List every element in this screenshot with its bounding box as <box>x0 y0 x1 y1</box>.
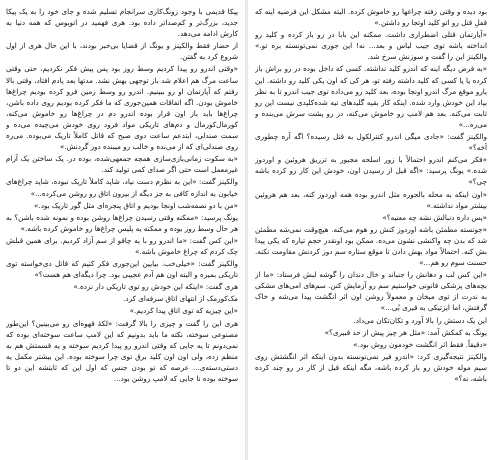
book-gutter <box>245 0 248 460</box>
left-paragraph-9: والکینز گفت: «خیلی‌خب. بیایین این‌جوری فکر کنیم که قاتل دی‌خواسته توی تاریکی بمیره و البته اون هم آدم عجیبی بود. چرا دیگه‌ای هم هست؟» <box>6 259 238 280</box>
left-paragraph-3: «وقتی اندرو رو پیدا کردیم وسط روز بود پس پیش فکر نکردیم، حتی وقتی ساعت مرگ هم اعلام شد باز توجهی بهش نشد. مدتها بعد یادم افتاد، وقتی بالا رفتم که آپارتمان او رو ببینیم. اندرو رو وسط زمین فرو کرده بودیم چراغ‌ها خاموش بودن. اگه اتفاقات همین‌جوری که ما فکر کرده بودیم روی داده باشن، چراغ‌ها باید باز اون قرار بوده اندرو دم در چراغ‌ها رو خاموش می‌کنه، کورمال‌کورمال و دم‌های تاریکی مواد فرود روی خودش می‌چیده می‌ده و سمت صندلی، ابتدعم ساعت دوی صبح که قاتل کاملاً تاریک می‌بوده. می‌ره روی صندلی‌ای که از می‌نده و خالب رو میبنده دور گردنش.» <box>6 64 238 152</box>
left-paragraph-6: «من با دو نصفه‌شب اونجا بودیم و اتاق پنجره‌ای مثل گور تاریک بود.» <box>34 200 238 210</box>
right-paragraph-7: «پس داره دنبالش نشه چه معنیه؟» <box>382 212 487 222</box>
right-paragraph-9: «این کس لب و دهانش را جنباند و خال دندان را گوشه لبش فرستاد: «ما از بچه‌های پزشکی قانونی خواستیم سم رو آزمایش کنن. سم‌های امی‌های مشکی به ندرت از توی میخان و معمولاً روشن اون اثر انگشت پیدا می‌شه و خاک گرفتش، اما ایزتیکی به قیری بُی...» <box>255 270 487 313</box>
right-paragraph-2: «آیارتمان قتلی اضطراری داشت. ممکنه این بابا در رو باز کرده و کلید رو انداخته باشه توی جیب لباس و بعد... نه! این جوری نمی‌تونسته بره تو.» والکینز این را گفت و سوزنش سرخ شد. <box>255 30 487 62</box>
left-paragraph-8: «این کس گفت: «ما اندرو رو با یه چاقو از سم آزاد کردیم. برای همین قبلش چک کردم که چراغ خاموش باشه.» <box>6 235 238 256</box>
left-paragraph-12: «این چیزیه که توی اتاق پیدا کردیم.» <box>129 306 238 316</box>
left-paragraph-5: والکینز گفت: «این به نظرم دست نیاد، شاید کاملاً تاریک نبوده، شاید چراغ‌های خیابون به اندازه کافی به جز دیگه از بیرون اتاق رو روشن می‌کرده...» <box>6 177 238 198</box>
left-paragraph-4: «به سکوت زمانی‌بازی‌سازی همچه جمعهی‌شده، بوده در. یک ساختن یک آرام غیرمعمل است حتی اگر صدای کمی تولید کند. <box>6 154 238 175</box>
left-paragraph-1: پیکا قدیمی با وجود زونگ‌کاری سرانجام تسلیم شده و جای خود را به یک پیکا جدید، بزرگ‌تر و کم‌صداتر داده بود. هری فهمید در اتوبوس که همه دنیا به کارش ادامه می‌دهد. <box>6 7 238 39</box>
left-paragraph-10: هری گفت: «اینکه این خودش رو توی تاریکی دار نزده.» <box>73 282 238 292</box>
right-paragraph-4: والکینز گفت: «جادی میگی اندرو کنترلکول به قتل رسیده؟ اگه آره چطوری آخه؟» <box>255 132 487 153</box>
right-paragraph-1: بود دیده و وقتی رفته چراغها رو خاموش کرده. البته مشکل این فرضیه اینه که قفلِ قتل رو اتو کلید اوتجا رو داشتن.» <box>255 7 487 28</box>
right-paragraph-13: والکینز نتیجه‌گیری کرد: «اندرو فیر نمی‌تونسته بدون اینکه اثر انگشتش روی سیم موله خودش رو باز کرده باشه، مگه اینکه قبل از کار در رو چند کرده باشه، نه؟» <box>255 351 487 383</box>
right-paragraph-10: این یک دستش را بالا آورد و تکان‌تکان می‌داد. <box>353 315 487 325</box>
right-paragraph-3: «به فرض دیگه اینه که اندرو کلید نداشته. کسی که داخل بوده در رو براش باز کرده یا یا کسی که کلید داشته رفته تو، هر کی که اون یکی کلید رو داشته. این یارو موقع مرگ اندرو اونجا بوده، بعد کلید رو می‌داده توی جیب اندرو تا به نظر بیاد این خودش وارد شده. اینکه کار بقیه گلیدهای تیه شده‌کلیدی نیست این رو ثابت می‌کنه. بعد هم لامپ رو خاموش می‌کنه، در رو پشت سرش می‌بنده و می‌ره...» <box>255 64 487 129</box>
right-paragraph-8: «جونسته مطمئن باشه اوردوز کنش رو هوم می‌کنه. هیچ‌وقت نمی‌شه مطمئن شد که بدن چه واکنشی نشون می‌ده. ممکن بود اونقدر حجمِ تیاره که یکی پیدا بش کنه. احتمالاً مواد بهش دادن تا موقع ستاره سم دوز کردنش مقاومت نکنه. حسنت سوم رو هم...» <box>255 224 487 268</box>
right-paragraph-5: «فکر می‌کنم اندرو احتمالاً با زور اسلحه مجبور به تزریق هروئین و اوردوز شده.» یونگ پرسید: «اگه قبل از رسیدن اون، خودش این کار رو کرده باشه چی؟» <box>255 155 487 187</box>
right-paragraph-12: «دقیقاً. فقط اثر انگشت خودمون روش بود.» <box>353 339 487 349</box>
right-paragraph-6: «اون اینکه به محله بالجوره مثل اندرو بوده همه اوردوز کنه، بعد هم هروئین بیشتر مواد نداشته.» <box>255 189 487 210</box>
right-page <box>255 6 487 454</box>
left-paragraph-13: هری این را گفت و چیزی را بالا گرفت: «لکهٔ قهوه‌ای رو می‌بینین؟ این‌طور مصنوعی سوخته، نکته ما باید بدونیم که این لامپ ساعت سوخته‌ای بوده که نمی‌دونم تا یه جایی که وقتی اندرو رو پیدا کردیم سوخته و یه قسمتش هم به منظم زده، ولی اون اون کلید برق توی چرا سوخته بوده. این بیشتر مکمل یه دستی‌دسته‌ی... عرصه که تو بودن جنس که اول این که ثابتشه این دو تا سوخته بوده تا جایی که لامپ روشن بود... <box>6 318 238 383</box>
left-page <box>6 6 238 454</box>
left-paragraph-7: یونگ پرسید: «ممکنه وقتی رسیدن چراغ‌ها روشن بوده و نمونه شده باشن؟ به هر حال وسط روز بوده و ممکنه یه پلیس چراغ‌ها رو خاموش کرده باشه.» <box>6 212 238 233</box>
right-paragraph-11: یونگ به کمکش آمد: «مثل هر چیز پیش از حد قبیری؟» <box>324 327 487 337</box>
left-paragraph-11: مک‌کورمک از انتهای اتاق سرفه‌ای کرد. <box>123 294 238 304</box>
left-paragraph-2: از حضار فقط والکینز و یونگ از قضایا بی‌خبر بودند، با این حال هری از اول شروع کرد به گفتن. <box>6 41 238 62</box>
